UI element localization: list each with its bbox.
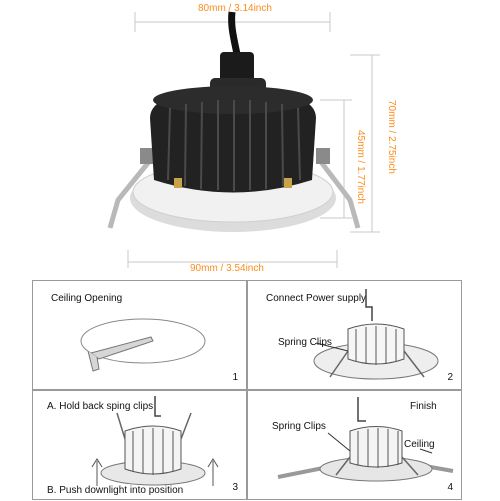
step-4-ceiling-label: Ceiling [404, 439, 435, 450]
dimension-bottom-width: 90mm / 3.54inch [190, 263, 264, 274]
step-panel-1 [32, 280, 247, 390]
step-1-number: 1 [232, 372, 238, 383]
dimension-short-height: 45mm / 1.77inch [355, 130, 366, 204]
step-4-number: 4 [447, 482, 453, 493]
step-3-title-b: B. Push downlight into position [47, 485, 184, 496]
ceiling-opening-illustration [33, 281, 248, 391]
step-2-number: 2 [447, 372, 453, 383]
step-2-title: Connect Power supply [266, 293, 367, 304]
step-4-title: Finish [410, 401, 437, 412]
step-panel-2 [247, 280, 462, 390]
step-4-spring-clips-label: Spring Clips [272, 421, 326, 432]
step-1-title: Ceiling Opening [51, 293, 123, 304]
dimension-top-width: 80mm / 3.14inch [198, 3, 272, 14]
step-panel-3 [32, 390, 247, 500]
step-2-spring-clips-label: Spring Clips [278, 337, 332, 348]
connect-power-illustration [248, 281, 463, 391]
step-3-title-a: A. Hold back sping clips [47, 401, 154, 412]
dimension-tall-height: 70mm / 2.75inch [386, 100, 397, 174]
installation-steps [0, 280, 500, 500]
step-3-number: 3 [232, 482, 238, 493]
step-panel-4 [247, 390, 462, 500]
